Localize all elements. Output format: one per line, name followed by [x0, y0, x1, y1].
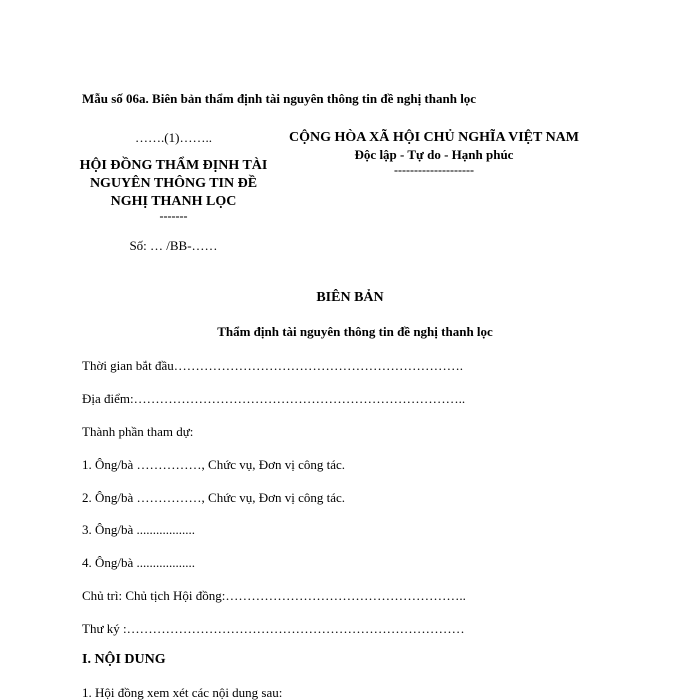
organization-code: …….(1)…….. [135, 130, 212, 145]
location-field: Địa điểm:………………………………………………………………….. [82, 391, 466, 406]
section-heading-content: I. NỘI DUNG [82, 652, 166, 667]
attendee-3: 3. Ông/bà .................. [82, 522, 196, 537]
chair-field: Chủ trì: Chủ tịch Hội đồng:……………………………………………….. [82, 588, 466, 603]
attendee-2: 2. Ông/bà ……………, Chức vụ, Đơn vị công tác. [82, 490, 346, 505]
motto-divider: -------------------- [394, 163, 474, 177]
national-motto: Độc lập - Tự do - Hạnh phúc [354, 147, 514, 162]
secretary-field: Thư ký :…………………………………………………………………… [82, 621, 465, 636]
form-title: Mẫu số 06a. Biên bản thẩm định tài nguyên thông tin đề nghị thanh lọc [82, 91, 477, 106]
start-time-field: Thời gian bắt đầu…………………………………………………………. [82, 358, 463, 373]
document-title: BIÊN BẢN [316, 290, 384, 305]
country-name: CỘNG HÒA XÃ HỘI CHỦ NGHĨA VIỆT NAM [288, 130, 579, 145]
issuing-organization-block [76, 129, 271, 255]
attendee-1: 1. Ông/bà ……………, Chức vụ, Đơn vị công tác. [82, 457, 346, 472]
council-name: HỘI ĐỒNG THẨM ĐỊNH TÀI NGUYÊN THÔNG TIN ĐỀ NGHỊ THANH LỌC [79, 158, 268, 209]
attendees-label: Thành phần tham dự: [82, 424, 194, 439]
document-number: Số: … /BB-…… [129, 238, 218, 253]
header-divider: ------- [159, 209, 188, 223]
national-motto-block [274, 129, 594, 177]
attendee-4: 4. Ông/bà .................. [82, 555, 196, 570]
document-subtitle: Thẩm định tài nguyên thông tin đề nghị thanh lọc [217, 324, 493, 339]
content-item-1: 1. Hội đồng xem xét các nội dung sau: [82, 685, 283, 700]
